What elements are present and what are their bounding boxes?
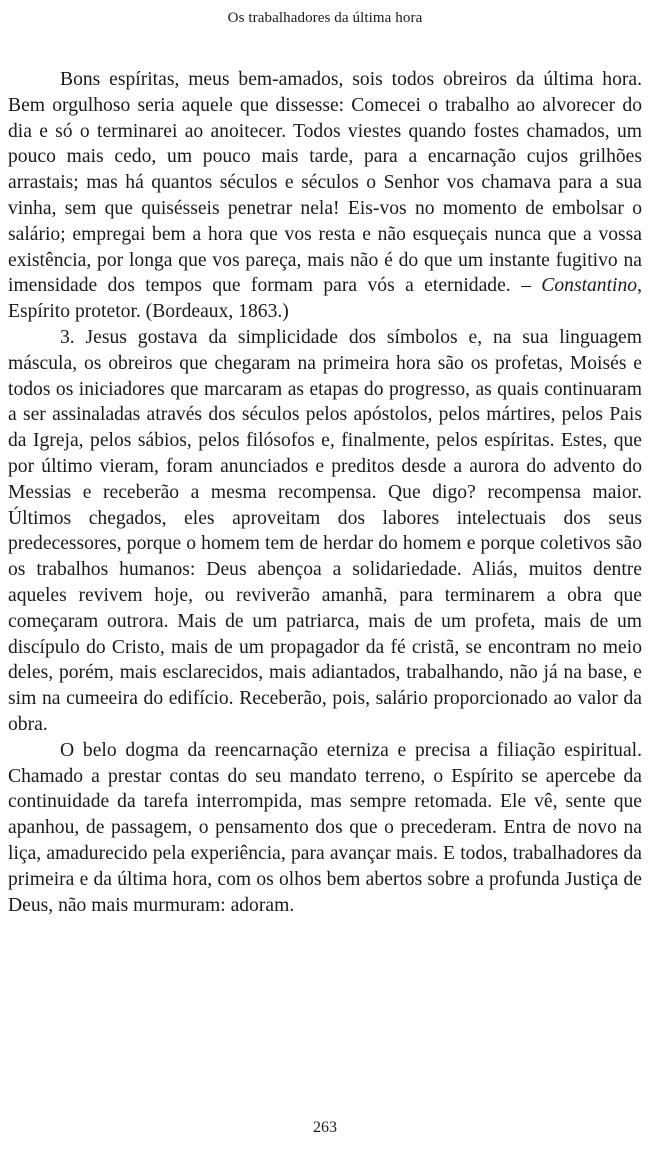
paragraph-2-text: Jesus gostava da simplicidade dos símbolos e, na sua linguagem máscula, os obreiros que chegaram na primeira hora são os profetas, Moisés e todos os iniciadores que marcaram as etapas do progresso, as quais continuaram a ser assinaladas através dos séculos pelos apóstolos, pelos mártires, pelos Pais da Igreja, pelos sábios, pelos filósofos e, finalmente, pelos espíritas. Estes, que por último vieram, foram anunciados e preditos desde a aurora do advento do Messias e receberão a mesma recompensa. Que digo? recompensa maior. Últimos chegados, eles aproveitam dos labores intelectuais dos seus predecessores, porque o homem tem de herdar do homem e porque coletivos são os trabalhos humanos: Deus abençoa a solidariedade. Aliás, muitos dentre aqueles revivem hoje, ou reviverão amanhã, para terminarem a obra que começaram outrora. Mais de um patriarca, mais de um profeta, mais de um discípulo do Cristo, mais de um propagador da fé cristã, se encontram no meio deles, porém, mais esclarecidos, mais adiantados, trabalhando, não já na base, e sim na cumeeira do edifício. Receberão, pois, salário proporcionado ao valor da obra.	[8, 326, 642, 735]
paragraph-2	[8, 325, 642, 738]
section-number: 3.	[60, 326, 75, 348]
page-number: 263	[313, 1119, 337, 1136]
paragraph-1-text-before: Bons espíritas, meus bem-amados, sois todos obreiros da última hora. Bem orgulhoso seria aquele que dissesse: Comecei o trabalho ao alvorecer do dia e só o terminarei ao anoitecer. Todos viestes quando fostes chamados, um pouco mais cedo, um pouco mais tarde, para a encarnação cujos grilhões arrastais; mas há quantos séculos e séculos o Senhor vos chamava para a sua vinha, sem que quisésseis penetrar nela! Eis-vos no momento de embolsar o salário; empregai bem a hora que vos resta e não esqueçais nunca que a vossa existência, por longa que vos pareça, mais não é do que um instante fugitivo na imensidade dos tempos que formam para vós a eternidade. –	[8, 69, 642, 297]
paragraph-3-text: O belo dogma da reencarnação eterniza e precisa a filiação espiritual. Chamado a prestar contas do seu mandato terreno, o Espírito se apercebe da continuidade da tarefa interrompida, mas sempre retomada. Ele vê, sente que apanhou, de passagem, o pensamento dos que o precederam. Entra de novo na liça, amadurecido pela experiência, para avançar mais. E todos, trabalhadores da primeira e da última hora, com os olhos bem abertos sobre a profunda Justiça de Deus, não mais murmuram: adoram.	[8, 739, 642, 916]
paragraph-1	[8, 67, 642, 325]
paragraph-1-text-after: , Espírito protetor. (Bordeaux, 1863.)	[8, 275, 642, 323]
running-header-title: Os trabalhadores da última hora	[227, 10, 423, 26]
author-name: Constantino	[541, 275, 638, 297]
body-text	[8, 67, 642, 918]
paragraph-3	[8, 738, 642, 919]
